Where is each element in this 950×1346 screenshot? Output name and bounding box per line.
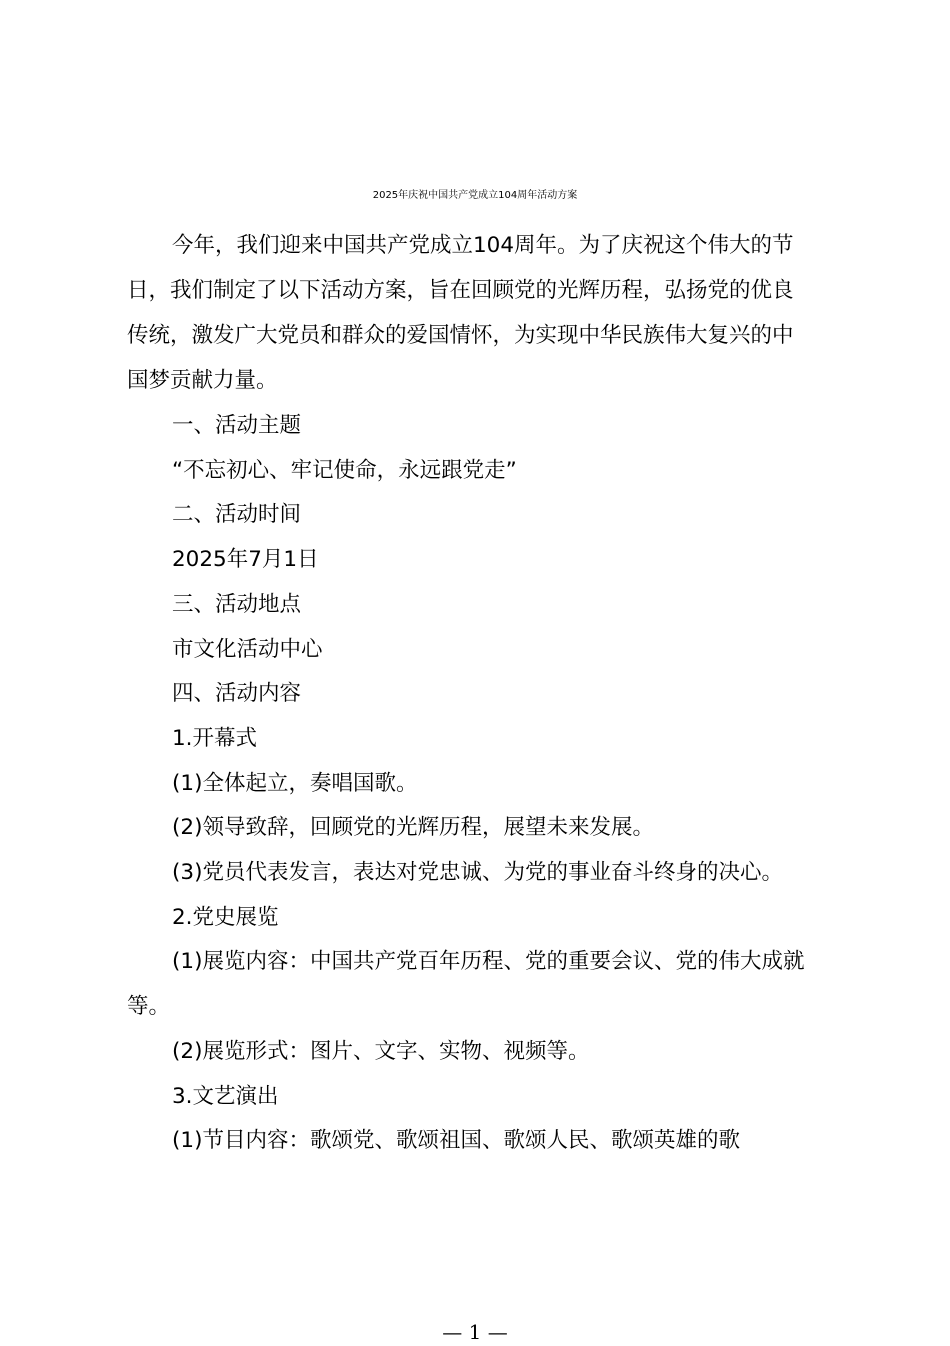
intro-line-3: 传统，激发广大党员和群众的爱国情怀，为实现中华民族伟大复兴的中 [127,323,794,348]
exhibition-item-2: (2)展览形式：图片、文字、实物、视频等。 [172,1039,590,1064]
document-title: 2025年庆祝中国共产党成立104周年活动方案 [372,190,578,201]
intro-line-1: 今年，我们迎来中国共产党成立104周年。为了庆祝这个伟大的节 [172,233,794,258]
page-number: — 1 — [442,1320,508,1344]
opening-item-2: (2)领导致辞，回顾党的光辉历程，展望未来发展。 [172,815,654,840]
place-value: 市文化活动中心 [172,637,323,662]
opening-item-1: (1)全体起立，奏唱国歌。 [172,771,418,796]
exhibition-heading: 2.党史展览 [172,905,279,930]
theme-heading: 一、活动主题 [172,413,302,438]
intro-line-4: 国梦贡献力量。 [127,368,278,393]
performance-item-1: (1)节目内容：歌颂党、歌颂祖国、歌颂人民、歌颂英雄的歌 [172,1128,740,1153]
intro-line-2: 日，我们制定了以下活动方案，旨在回顾党的光辉历程，弘扬党的优良 [127,278,794,303]
time-heading: 二、活动时间 [172,502,302,527]
opening-item-3: (3)党员代表发言，表达对党忠诚、为党的事业奋斗终身的决心。 [172,860,783,885]
theme-value: “不忘初心、牢记使命，永远跟党走” [172,458,517,483]
exhibition-item-1-continued: 等。 [127,994,171,1019]
opening-heading: 1.开幕式 [172,726,258,751]
performance-heading: 3.文艺演出 [172,1084,279,1109]
time-value: 2025年7月1日 [172,547,319,572]
exhibition-item-1: (1)展览内容：中国共产党百年历程、党的重要会议、党的伟大成就 [172,949,805,974]
content-heading: 四、活动内容 [172,681,302,706]
place-heading: 三、活动地点 [172,592,302,617]
